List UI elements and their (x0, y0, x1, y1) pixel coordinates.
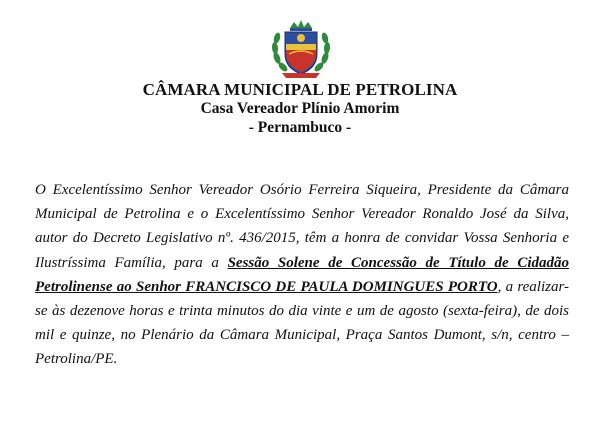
house-name: Casa Vereador Plínio Amorim (200, 100, 400, 117)
state-name: - Pernambuco - (248, 119, 352, 136)
ceremony-name: Sessão Solene de Concessão de Título de Cidadão Petrolinense ao Senhor FRANCISCO DE PAULA DOMINGUES PORTO (35, 254, 569, 295)
invitation-text-part1: O Excelentíssimo Senhor Vereador Osório Ferreira Siqueira, Presidente da Câmara Municipal de Petrolina e o Excelentíssimo Senhor Vereador Ronaldo José da Silva, autor do Decreto Legislativo nº. 436/2015, têm a honra de convidar Vossa Senhoria e Ilustríssima Família, para a (35, 182, 569, 271)
invitation-paragraph (35, 178, 569, 372)
chamber-title: CÂMARA MUNICIPAL DE PETROLINA (142, 80, 458, 99)
letterhead (0, 80, 600, 137)
municipal-crest-icon (268, 18, 334, 80)
invitation-text-part2: , a realizar-se às dezenove horas e trinta minutos do dia vinte e um de agosto (sexta-feira), de dois mil e quinze, no Plenário da Câmara Municipal, Praça Santos Dumont, s/n, centro – Petrolina/PE. (35, 278, 569, 368)
